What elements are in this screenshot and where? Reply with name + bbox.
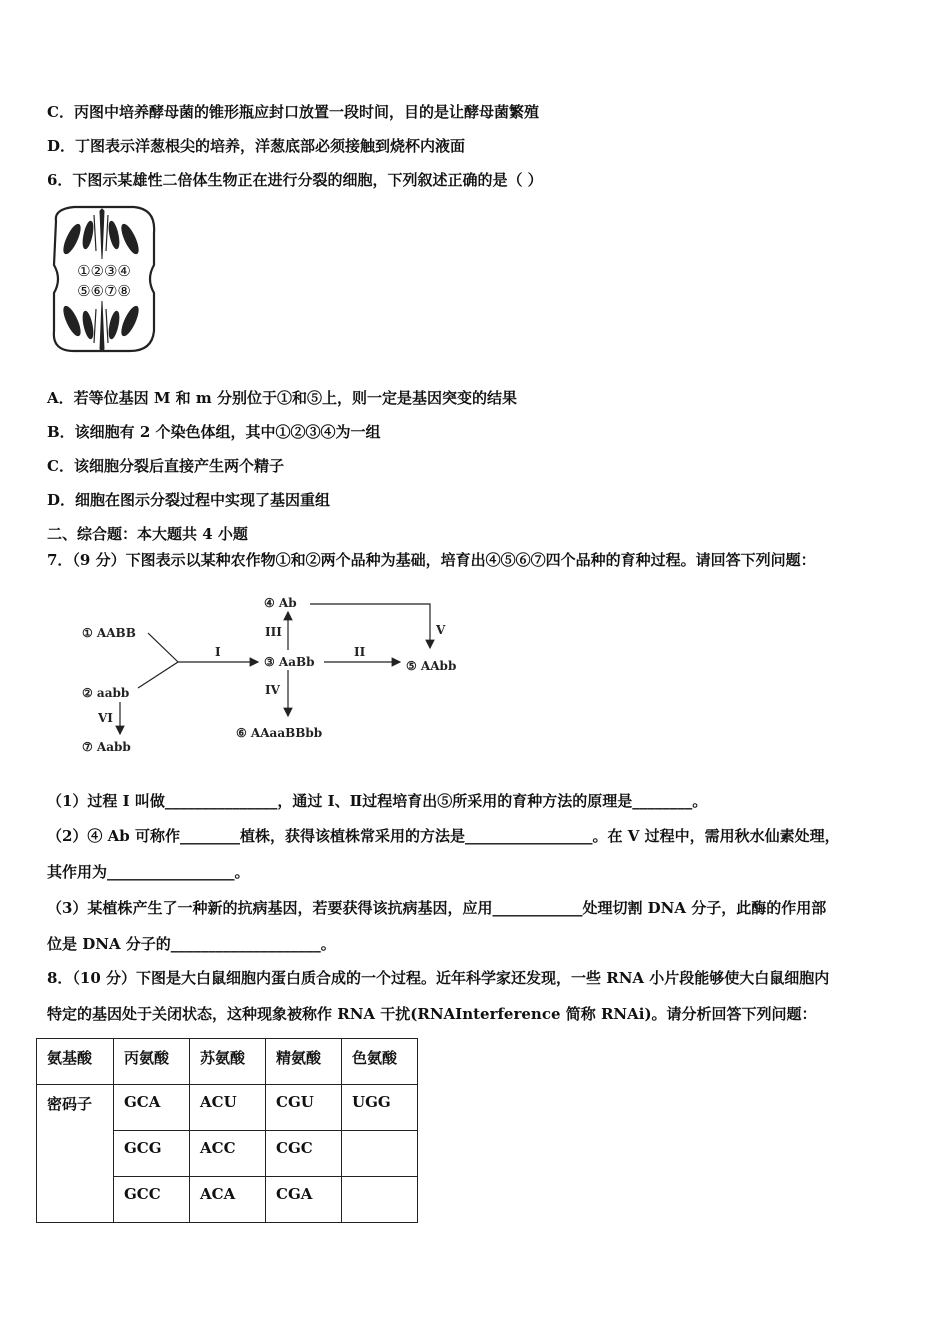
- table-cell: GCA: [114, 1085, 190, 1131]
- q7-sub1: （1）过程 I 叫做_______________，通过 I、Ⅱ过程培育出⑤所采用的育种方法的原理是________。: [47, 792, 708, 810]
- q7-sub3-b: 位是 DNA 分子的____________________。: [47, 935, 336, 953]
- q6-option-c: C．该细胞分裂后直接产生两个精子: [47, 457, 284, 475]
- table-cell: CGA: [266, 1177, 342, 1223]
- table-header-cell: 精氨酸: [266, 1039, 342, 1085]
- label-process-6: VI: [98, 711, 113, 725]
- q7-sub3-a: （3）某植株产生了一种新的抗病基因，若要获得该抗病基因，应用____________处理切割 DNA 分子，此酶的作用部: [47, 899, 827, 917]
- table-cell: GCC: [114, 1177, 190, 1223]
- q7-sub2-b: 其作用为_________________。: [47, 863, 250, 881]
- cell-label-row2: ⑤⑥⑦⑧: [77, 282, 131, 300]
- node-5: ⑤ AAbb: [406, 659, 457, 673]
- codon-table: [36, 1038, 418, 1223]
- table-cell: [342, 1177, 418, 1223]
- table-header-cell: 苏氨酸: [190, 1039, 266, 1085]
- label-process-2: II: [354, 645, 366, 659]
- table-row-label: 密码子: [37, 1085, 114, 1223]
- cell-label-row1: ①②③④: [77, 262, 131, 280]
- table-header-row: [37, 1039, 418, 1085]
- node-4: ④ Ab: [264, 596, 297, 610]
- q6-option-a: A．若等位基因 M 和 m 分别位于①和⑤上，则一定是基因突变的结果: [47, 389, 518, 407]
- q8-stem-a: 8．（10 分）下图是大白鼠细胞内蛋白质合成的一个过程。近年科学家还发现，一些 RNA 小片段能够使大白鼠细胞内: [47, 969, 830, 987]
- q7-sub2-a: （2）④ Ab 可称作________植株，获得该植株常采用的方法是_________________。在 V 过程中，需用秋水仙素处理，: [47, 827, 840, 845]
- cell-division-figure: [44, 203, 164, 355]
- q5-option-d: D．丁图表示洋葱根尖的培养，洋葱底部必须接触到烧杯内液面: [47, 137, 466, 155]
- merge-lines: [138, 633, 178, 688]
- label-process-4: IV: [265, 683, 280, 697]
- node-6: ⑥ AAaaBBbb: [236, 726, 323, 740]
- table-cell: ACC: [190, 1131, 266, 1177]
- table-header-cell: 丙氨酸: [114, 1039, 190, 1085]
- table-cell: GCG: [114, 1131, 190, 1177]
- section-heading: 二、综合题：本大题共 4 小题: [47, 525, 248, 543]
- arrow-process-5: [310, 604, 430, 648]
- table-cell: CGC: [266, 1131, 342, 1177]
- table-cell: ACA: [190, 1177, 266, 1223]
- label-process-1: I: [215, 645, 221, 659]
- q6-option-d: D．细胞在图示分裂过程中实现了基因重组: [47, 491, 331, 509]
- table-cell: UGG: [342, 1085, 418, 1131]
- table-cell: [342, 1131, 418, 1177]
- label-process-3: III: [265, 625, 282, 639]
- label-process-5: V: [436, 623, 446, 637]
- table-cell: CGU: [266, 1085, 342, 1131]
- table-row: [37, 1085, 418, 1131]
- table-header-cell: 氨基酸: [37, 1039, 114, 1085]
- breeding-diagram: [70, 588, 490, 758]
- table-header-cell: 色氨酸: [342, 1039, 418, 1085]
- node-2: ② aabb: [82, 686, 130, 700]
- node-7: ⑦ Aabb: [82, 740, 131, 754]
- table-cell: ACU: [190, 1085, 266, 1131]
- q6-stem: 6．下图示某雄性二倍体生物正在进行分裂的细胞，下列叙述正确的是（ ）: [47, 171, 543, 189]
- node-3: ③ AaBb: [264, 655, 315, 669]
- node-1: ① AABB: [82, 626, 136, 640]
- q6-option-b: B．该细胞有 2 个染色体组，其中①②③④为一组: [47, 423, 381, 441]
- q5-option-c: C．丙图中培养酵母菌的锥形瓶应封口放置一段时间，目的是让酵母菌繁殖: [47, 103, 539, 121]
- q8-stem-b: 特定的基因处于关闭状态，这种现象被称作 RNA 干扰(RNAInterference 简称 RNAi)。请分析回答下列问题：: [47, 1005, 817, 1023]
- q7-stem: 7．（9 分）下图表示以某种农作物①和②两个品种为基础，培育出④⑤⑥⑦四个品种的育种过程。请回答下列问题：: [47, 551, 816, 569]
